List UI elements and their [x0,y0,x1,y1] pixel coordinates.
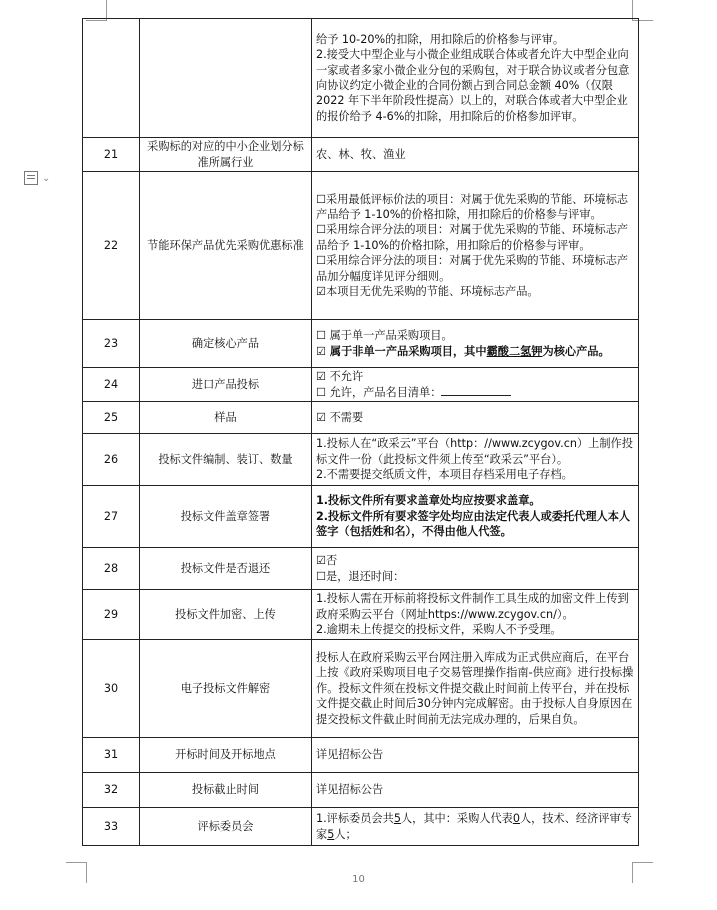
row-number: 25 [83,402,140,434]
table-row [83,138,639,172]
platform-url-link[interactable]: https://www.zcygov.cn/ [427,607,557,621]
table-row [83,320,639,368]
row-content: 给予 10-20%的扣除，用扣除后的价格参与评审。 2.接受大中型企业与小微企业组成联合体或者允许大中型企业向一家或者多家小微企业分包的采购包，对于联合协议或者分包意向协议约定小微企业的合同份额占到合同总金额 40%（仅限 2022 年下半年阶段性提高）以上的，对联合体或者大中型企业的报价给予 4-6%的扣除，用扣除后的价格参加评审。 [312,19,639,138]
row-label: 样品 [140,402,312,434]
table-row [83,738,639,773]
row-number: 22 [83,172,140,320]
table-row [83,773,639,808]
table-row [83,402,639,434]
row-label: 开标时间及开标地点 [140,738,312,773]
row-number: 31 [83,738,140,773]
row-content: 1.投标人在“政采云”平台（http：//www.zcygov.cn）上制作投标文件一份（此投标文件须上传至“政采云”平台）。 2.不需要提交纸质文件，本项目存档采用电子存档。 [312,434,639,486]
row-number: 28 [83,548,140,590]
row-label: 投标文件加密、上传 [140,590,312,640]
row-label [140,19,312,138]
row-content: 农、林、牧、渔业 [312,138,639,172]
row-number: 29 [83,590,140,640]
row-content: 1.评标委员会共5人，其中：采购人代表0人，技术、经济评审专家5人； [312,808,639,846]
row-label: 确定核心产品 [140,320,312,368]
row-content: ☑否 ☐是，退还时间： [312,548,639,590]
list-icon [24,171,38,185]
outline-toggle-button[interactable] [24,168,58,188]
row-number: 30 [83,640,140,738]
row-label: 采购标的对应的中小企业划分标准所属行业 [140,138,312,172]
row-content: 1.投标文件所有要求盖章处均应按要求盖章。 2.投标文件所有要求签字处均应由法定代表人或委托代理人本人签字（包括姓和名），不得由他人代签。 [312,486,639,548]
row-content: 详见招标公告 [312,773,639,808]
row-number: 23 [83,320,140,368]
row-label: 投标文件盖章签署 [140,486,312,548]
bid-requirements-table [82,18,639,846]
chevron-down-icon: ⌄ [42,172,51,184]
table-row [83,548,639,590]
table-row [83,590,639,640]
row-number: 21 [83,138,140,172]
row-content: 投标人在政府采购云平台网注册入库成为正式供应商后，在平台上按《政府采购项目电子交易管理操作指南-供应商》进行投标操作。投标文件须在投标文件提交截止时间前上传平台，并在投标文件提交截止时间后30分钟内完成解密。由于投标人自身原因在提交投标文件截止时间前无法完成办理的，后果自负。 [312,640,639,738]
row-content: ☑ 不需要 [312,402,639,434]
page-number: 10 [352,874,365,885]
row-content: ☑ 不允许 ☐ 允许，产品名目清单： [312,368,639,402]
row-number: 24 [83,368,140,402]
blank-line [441,385,511,396]
table-row [83,808,639,846]
table-row [83,368,639,402]
row-content: 详见招标公告 [312,738,639,773]
row-number: 33 [83,808,140,846]
row-label: 节能环保产品优先采购优惠标准 [140,172,312,320]
table-row [83,19,639,138]
row-number: 27 [83,486,140,548]
row-label: 进口产品投标 [140,368,312,402]
row-content: 1.投标人需在开标前将投标文件制作工具生成的加密文件上传到政府采购云平台（网址https://www.zcygov.cn/）。 2.逾期未上传提交的投标文件，采购人不予受理。 [312,590,639,640]
table-row [83,172,639,320]
row-label: 投标文件是否退还 [140,548,312,590]
table-row [83,434,639,486]
row-number: 32 [83,773,140,808]
table-row [83,640,639,738]
table-row [83,486,639,548]
row-number [83,19,140,138]
row-label: 投标截止时间 [140,773,312,808]
row-content: ☐ 属于单一产品采购项目。 ☑ 属于非单一产品采购项目，其中霸酸二氢钾为核心产品。 [312,320,639,368]
row-number: 26 [83,434,140,486]
row-label: 投标文件编制、装订、数量 [140,434,312,486]
row-label: 评标委员会 [140,808,312,846]
row-label: 电子投标文件解密 [140,640,312,738]
row-content: ☐采用最低评标价法的项目：对属于优先采购的节能、环境标志产品给予 1-10%的价格扣除，用扣除后的价格参与评审。 ☐采用综合评分法的项目：对属于优先采购的节能、环境标志产品给予 1-10%的价格扣除，用扣除后的价格参与评审。 ☐采用综合评分法的项目：对属于优先采购的节能、环境标志产品加分幅度详见评分细则。 ☑本项目无优先采购的节能、环境标志产品。 [312,172,639,320]
